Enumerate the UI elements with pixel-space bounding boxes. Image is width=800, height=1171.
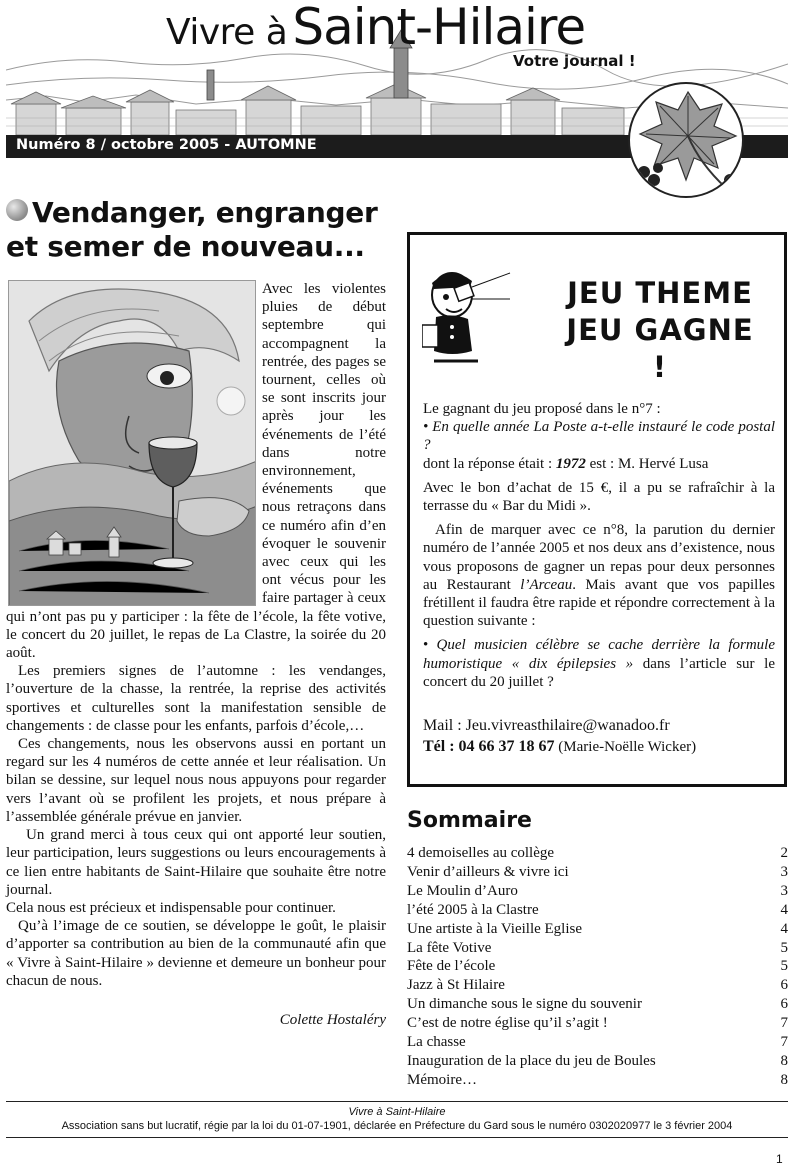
game-prize: Avec le bon d’achat de 15 €, il a pu se rafraîchir à la terrasse du « Bar du Midi ».: [423, 479, 775, 515]
article-headline: [6, 196, 386, 264]
headline-bullet-icon: [6, 199, 28, 221]
masthead-title: [166, 0, 585, 56]
headline-line2: et semer de nouveau...: [6, 230, 365, 263]
vine-leaf-badge: [628, 82, 744, 198]
footer-legal: Association sans but lucratif, régie par la loi du 01-07-1901, déclarée en Préfecture du Gard sous le numéro 0302020977 le 3 février 2004: [61, 1120, 733, 1132]
issue-label: Numéro 8 / octobre 2005 - AUTOMNE: [16, 137, 317, 153]
article-paragraph: Ces changements, nous les observons aussi en portant un regard sur les 4 numéros de cette année et leur réalisation. Un bilan se dessine, sur lequel nous nous appuyons pour regarder vers l’avant où se profilent les projets, et nous prépare à l’assemblée générale prévue en janvier.: [6, 736, 386, 825]
game-box: [407, 232, 787, 787]
game-contact: [423, 715, 775, 758]
toc-item[interactable]: Inauguration de la place du jeu de Boules 8: [407, 1052, 788, 1069]
game-announcement: Afin de marquer avec ce n°8, la parution du dernier numéro de l’année 2005 et nos deux ans d’existence, nous vous proposons de gagner un repas pour deux personnes au Restaurant l’Arceau. Mais avant que vos papilles frétillent il faudra être rapide et répondre correctement à la question suivante :: [423, 522, 775, 630]
vine-leaf-icon: [630, 84, 744, 198]
mail-carrier-cartoon-icon: [422, 265, 512, 365]
article-paragraph: Avec les violentes pluies de début septembre qui accompagnent la rentrée, des pages se tournent, celles où se sont inscrits jour après jour les événements de l’été dans notre environnement, événements que nous retraçons dans ce numéro afin d’en évoquer le souvenir avec ceux qui les ont vécus pour les faire partager à ceux qui n’ont pas pu y participer : la fête de l’école, la fête votive, le concert du 20 juillet, le repas de La Clastre, la soirée du 20 août.: [6, 281, 386, 662]
toc-item[interactable]: La chasse 7: [407, 1034, 788, 1051]
article-paragraph: Un grand merci à tous ceux qui ont apporté leur soutien, leur participation, leurs suggestions ou leurs encouragements à ce lien entre habitants de Saint-Hilaire que souhaite être notre journal.: [6, 827, 386, 898]
toc-item[interactable]: La fête Votive 5: [407, 939, 788, 956]
game-restaurant: l’Arceau: [520, 576, 573, 593]
toc-item[interactable]: Un dimanche sous le signe du souvenir 6: [407, 996, 788, 1013]
footer-rule-top: [6, 1101, 788, 1102]
page-number: 1: [776, 1152, 783, 1166]
headline-line1: Vendanger, engranger: [32, 196, 378, 229]
game-phone: Tél : 04 66 37 18 67: [423, 738, 555, 755]
table-of-contents: [407, 844, 788, 1090]
game-winner: est : M. Hervé Lusa: [585, 455, 709, 472]
toc-item[interactable]: Une artiste à la Vieille Eglise 4: [407, 920, 788, 937]
masthead-subtitle: Votre journal !: [513, 52, 636, 70]
game-text: Le gagnant du jeu proposé dans le n°7 : • En quelle année La Poste a-t-elle instauré le code postal ? dont la réponse était : 1972 est : M. Hervé Lusa Avec le bon d’achat de 15 €, il a pu se rafraîchir à la terrasse du « Bar du Midi ». Afin de marquer avec ce n°8, la parution du dernier numéro de l’année 2005 et nos deux ans d’existence, nous vous proposons de gagner un repas pour deux personnes au Restaurant l’Arceau. Mais avant que vos papilles frétillent il faudra être rapide et répondre correctement à la question suivante : • Quel musicien célèbre se cache derrière la formule humoristique « dix épilepsies » dans l’article sur le concert du 20 juillet ?: [423, 401, 775, 690]
footer-name: Vivre à Saint-Hilaire: [348, 1106, 446, 1118]
game-new-question: • Quel musicien célèbre se cache derrière la formule humoristique « dix épilepsies » dans l’article sur le concert du 20 juillet ?: [423, 637, 775, 690]
game-title: [560, 275, 760, 386]
toc-item[interactable]: C’est de notre église qu’il s’agit ! 7: [407, 1015, 788, 1032]
article-paragraph: Les premiers signes de l’automne : les vendanges, l’ouverture de la chasse, la rentrée, la reprise des activités sportives et culturelles sont la manifestation sensible de changements : de classe pour les enfants, parfois d’école,…: [6, 663, 386, 734]
game-intro: Le gagnant du jeu proposé dans le n°7 :: [423, 401, 661, 417]
footer-rule-bottom: [6, 1137, 788, 1138]
article-body: [6, 280, 386, 990]
article-paragraph: Qu’à l’image de ce soutien, se développe le goût, le plaisir d’apporter sa contribution au bien de la communauté afin que « Vivre à Saint-Hilaire » devienne et demeure un bonheur pour chacun de nous.: [6, 918, 386, 989]
game-contact-name: (Marie-Noëlle Wicker): [554, 739, 697, 755]
article-paragraph: Cela nous est précieux et indispensable pour continuer.: [6, 899, 336, 916]
toc-item[interactable]: Jazz à St Hilaire 6: [407, 977, 788, 994]
game-title-line1: JEU THEME: [567, 276, 753, 310]
sommaire-title: Sommaire: [407, 808, 532, 833]
game-title-line2: JEU GAGNE !: [566, 313, 754, 384]
masthead-title-part2: Saint-Hilaire: [292, 0, 586, 56]
article-signature: Colette Hostaléry: [279, 1012, 386, 1028]
toc-item[interactable]: 4 demoiselles au collège 2: [407, 845, 788, 861]
toc-item[interactable]: Le Moulin d’Auro 3: [407, 882, 788, 899]
masthead-title-part1: Vivre à: [166, 12, 288, 53]
game-mail[interactable]: Mail : Jeu.vivreasthilaire@wanadoo.fr: [423, 717, 670, 734]
toc-item[interactable]: l’été 2005 à la Clastre 4: [407, 901, 788, 918]
toc-item[interactable]: Fête de l’école 5: [407, 958, 788, 975]
toc-item[interactable]: Mémoire… 8: [407, 1071, 788, 1088]
toc-item[interactable]: Venir d’ailleurs & vivre ici 3: [407, 863, 788, 880]
game-answer-year: 1972: [555, 455, 586, 472]
game-previous-question: • En quelle année La Poste a-t-elle instauré le code postal ?: [423, 419, 775, 454]
